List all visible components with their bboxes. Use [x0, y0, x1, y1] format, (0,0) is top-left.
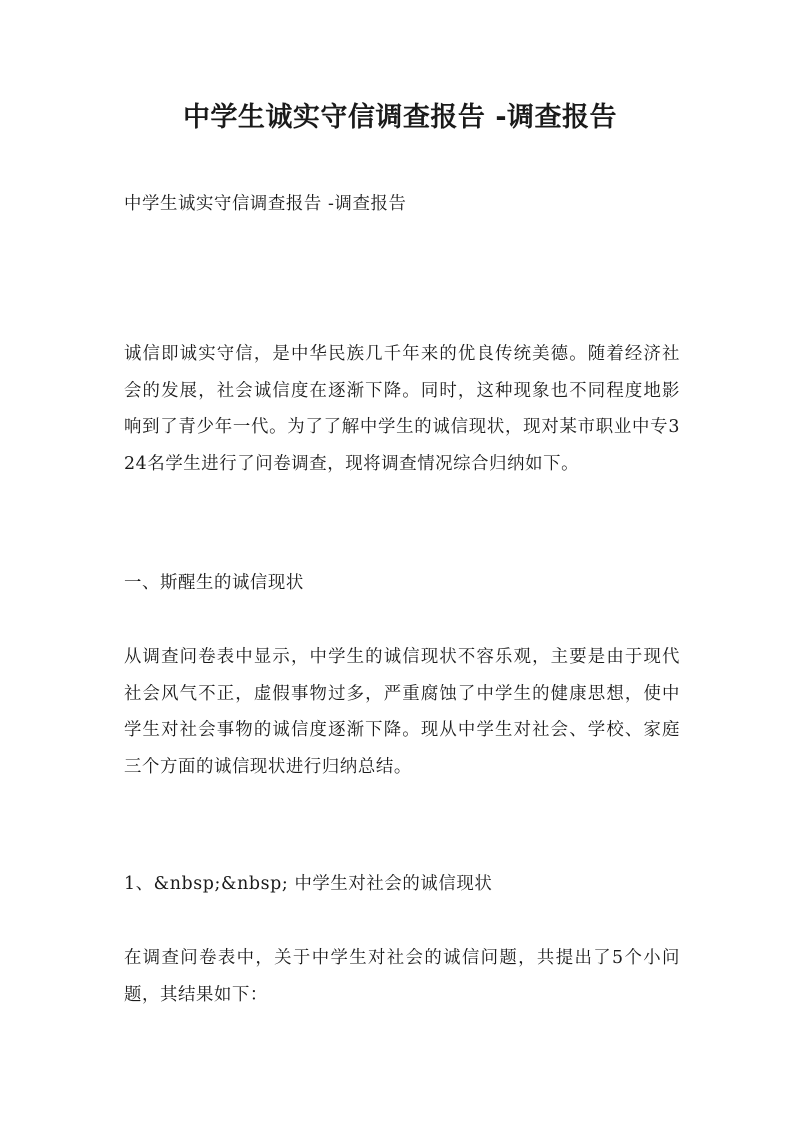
document-title: 中学生诚实守信调查报告 -调查报告: [182, 102, 618, 133]
intro-paragraph: 诚信即诚实守信，是中华民族几千年来的优良传统美德。随着经济社会的发展，社会诚信度在逐渐下降。同时，这种现象也不同程度地影响到了青少年一代。为了了解中学生的诚信现状，现对某市职业中专324名学生进行了问卷调查，现将调查情况综合归纳如下。: [124, 344, 680, 474]
document-subtitle: 中学生诚实守信调查报告 -调查报告: [124, 194, 407, 214]
section-heading: 一、斯醒生的诚信现状: [124, 573, 304, 593]
body-paragraph: 在调查问卷表中，关于中学生对社会的诚信问题，共提出了5个小问题，其结果如下：: [124, 948, 680, 1005]
body-paragraph: 从调查问卷表中显示，中学生的诚信现状不容乐观，主要是由于现代社会风气不正，虚假事物过多，严重腐蚀了中学生的健康思想，使中学生对社会事物的诚信度逐渐下降。现从中学生对社会、学校、家庭三个方面的诚信现状进行归纳总结。: [124, 647, 680, 777]
subsection-heading: 1、&nbsp;&nbsp; 中学生对社会的诚信现状: [124, 874, 493, 894]
